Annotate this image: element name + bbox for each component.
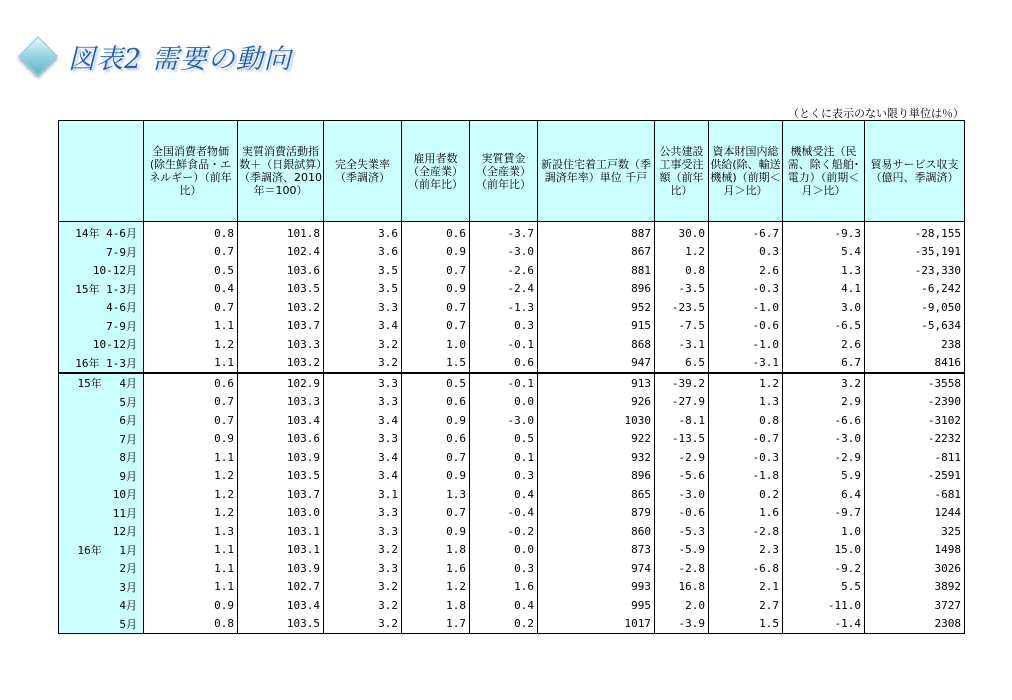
row-label: 7月 — [59, 430, 144, 449]
table-cell: 0.7 — [144, 411, 238, 430]
table-cell: 5.9 — [783, 467, 865, 486]
table-cell: 103.7 — [238, 317, 324, 336]
table-cell: 103.3 — [238, 393, 324, 412]
table-cell: 0.8 — [144, 615, 238, 634]
table-cell: 103.4 — [238, 411, 324, 430]
table-cell: -3.0 — [470, 243, 538, 262]
row-label: 16年 1月 — [59, 541, 144, 560]
table-cell: 3.3 — [324, 298, 402, 317]
table-cell: -0.3 — [709, 280, 783, 299]
row-label: 10月 — [59, 485, 144, 504]
table-cell: 0.9 — [402, 411, 470, 430]
table-cell: 103.1 — [238, 541, 324, 560]
table-cell: -1.4 — [783, 615, 865, 634]
table-cell: 3026 — [865, 559, 965, 578]
table-row — [59, 485, 965, 504]
table-cell: 103.3 — [238, 335, 324, 354]
table-cell: -3.1 — [655, 335, 709, 354]
table-cell: 0.8 — [709, 411, 783, 430]
table-cell: -3558 — [865, 373, 965, 393]
table-cell: -2.8 — [709, 522, 783, 541]
table-cell: 2.0 — [655, 596, 709, 615]
table-cell: 974 — [538, 559, 655, 578]
table-cell: 0.7 — [402, 448, 470, 467]
table-cell: 926 — [538, 393, 655, 412]
table-cell: -681 — [865, 485, 965, 504]
table-cell: 103.9 — [238, 448, 324, 467]
diamond-icon — [18, 36, 58, 76]
table-row — [59, 373, 965, 393]
table-cell: 0.9 — [402, 522, 470, 541]
table-cell: 1.0 — [783, 522, 865, 541]
table-cell: 2.7 — [709, 596, 783, 615]
table-cell: 0.5 — [144, 261, 238, 280]
table-cell: 103.1 — [238, 522, 324, 541]
table-cell: 1.2 — [402, 578, 470, 597]
table-cell: -6.7 — [709, 222, 783, 243]
table-cell: -2591 — [865, 467, 965, 486]
table-cell: 2.6 — [709, 261, 783, 280]
table-row — [59, 411, 965, 430]
table-row — [59, 615, 965, 634]
table-cell: 30.0 — [655, 222, 709, 243]
table-cell: 0.6 — [470, 354, 538, 374]
table-cell: -5.3 — [655, 522, 709, 541]
table-cell: 0.4 — [144, 280, 238, 299]
table-cell: 2.3 — [709, 541, 783, 560]
table-cell: 1.6 — [470, 578, 538, 597]
table-cell: 103.7 — [238, 485, 324, 504]
table-cell: 2.1 — [709, 578, 783, 597]
table-cell: 1.6 — [709, 504, 783, 523]
table-cell: 1.1 — [144, 541, 238, 560]
table-cell: 1.8 — [402, 541, 470, 560]
table-row — [59, 393, 965, 412]
title-area — [20, 36, 292, 76]
table-row — [59, 559, 965, 578]
row-label: 4-6月 — [59, 298, 144, 317]
table-row — [59, 317, 965, 336]
table-cell: 0.7 — [402, 317, 470, 336]
column-header: 公共建設工事受注額（前年比） — [655, 121, 709, 222]
table-cell: 1030 — [538, 411, 655, 430]
table-cell: -5.9 — [655, 541, 709, 560]
table-cell: 1.6 — [402, 559, 470, 578]
column-header: 実質賃金（全産業）（前年比） — [470, 121, 538, 222]
table-cell: 3.3 — [324, 430, 402, 449]
table-row — [59, 541, 965, 560]
table-cell: 1.2 — [144, 485, 238, 504]
column-header: 機械受注（民需、除く船舶･電力）（前期＜月＞比） — [783, 121, 865, 222]
table-cell: 0.9 — [144, 430, 238, 449]
table-cell: 1.7 — [402, 615, 470, 634]
table-cell: 103.6 — [238, 430, 324, 449]
table-cell: 8416 — [865, 354, 965, 374]
table-cell: 3.4 — [324, 467, 402, 486]
table-cell: 103.2 — [238, 354, 324, 374]
table-cell: 0.1 — [470, 448, 538, 467]
table-cell: 3.2 — [324, 615, 402, 634]
table-cell: -3.1 — [709, 354, 783, 374]
table-cell: 103.5 — [238, 280, 324, 299]
row-label: 3月 — [59, 578, 144, 597]
row-label: 14年 4-6月 — [59, 222, 144, 243]
table-cell: -6.6 — [783, 411, 865, 430]
table-cell: 1.3 — [783, 261, 865, 280]
table-cell: 0.0 — [470, 393, 538, 412]
table-cell: 3.1 — [324, 485, 402, 504]
row-label: 15年 4月 — [59, 373, 144, 393]
table-cell: -13.5 — [655, 430, 709, 449]
table-cell: 3.2 — [324, 335, 402, 354]
table-cell: 0.2 — [709, 485, 783, 504]
table-cell: 1498 — [865, 541, 965, 560]
row-label: 4月 — [59, 596, 144, 615]
column-header: 実質消費活動指数＋（日銀試算）（季調済、2010年＝100） — [238, 121, 324, 222]
table-row — [59, 280, 965, 299]
column-header: 貿易サービス収支（億円、季調済） — [865, 121, 965, 222]
row-label: 6月 — [59, 411, 144, 430]
table-cell: 0.3 — [470, 559, 538, 578]
table-cell: -11.0 — [783, 596, 865, 615]
table-cell: 325 — [865, 522, 965, 541]
table-cell: 0.7 — [402, 261, 470, 280]
table-cell: 2308 — [865, 615, 965, 634]
table-cell: -9.3 — [783, 222, 865, 243]
table-cell: 1.2 — [655, 243, 709, 262]
table-cell: -9.2 — [783, 559, 865, 578]
table-cell: 0.6 — [402, 222, 470, 243]
table-cell: 1.1 — [144, 559, 238, 578]
table-cell: 952 — [538, 298, 655, 317]
table-cell: 1.1 — [144, 448, 238, 467]
page-title: 図表2 需要の動向 — [68, 43, 292, 75]
table-cell: 238 — [865, 335, 965, 354]
unit-note: （とくに表示のない限り単位は％） — [788, 107, 964, 120]
column-header: 全国消費者物価(除生鮮食品・エネルギー）（前年比） — [144, 121, 238, 222]
table-cell: 103.0 — [238, 504, 324, 523]
table-row — [59, 448, 965, 467]
table-cell: 3.5 — [324, 280, 402, 299]
row-label: 16年 1-3月 — [59, 354, 144, 374]
table-cell: -3.0 — [783, 430, 865, 449]
table-row — [59, 298, 965, 317]
table-cell: 873 — [538, 541, 655, 560]
table-cell: 913 — [538, 373, 655, 393]
table-row — [59, 354, 965, 374]
table-cell: -2390 — [865, 393, 965, 412]
table-cell: 0.7 — [402, 504, 470, 523]
table-cell: -3.7 — [470, 222, 538, 243]
table-cell: 102.9 — [238, 373, 324, 393]
row-label: 12月 — [59, 522, 144, 541]
table-cell: 0.9 — [402, 243, 470, 262]
table-cell: -0.3 — [709, 448, 783, 467]
table-cell: 993 — [538, 578, 655, 597]
table-cell: 2.6 — [783, 335, 865, 354]
table-cell: 3.6 — [324, 243, 402, 262]
table-cell: 103.6 — [238, 261, 324, 280]
table-cell: -6.5 — [783, 317, 865, 336]
table-cell: 881 — [538, 261, 655, 280]
table-cell: -39.2 — [655, 373, 709, 393]
table-cell: 3.2 — [324, 578, 402, 597]
table-row — [59, 430, 965, 449]
table-cell: 103.4 — [238, 596, 324, 615]
table-cell: 1.1 — [144, 354, 238, 374]
table-cell: 1017 — [538, 615, 655, 634]
row-label: 7-9月 — [59, 243, 144, 262]
table-cell: 3.2 — [324, 354, 402, 374]
table-cell: -3102 — [865, 411, 965, 430]
table-cell: 3.6 — [324, 222, 402, 243]
table-cell: 1.2 — [144, 504, 238, 523]
table-cell: 0.3 — [709, 243, 783, 262]
table-cell: -1.3 — [470, 298, 538, 317]
table-cell: 3.3 — [324, 559, 402, 578]
table-cell: 0.3 — [470, 317, 538, 336]
table-cell: 0.4 — [470, 485, 538, 504]
table-cell: 1.3 — [402, 485, 470, 504]
header-row — [59, 121, 965, 222]
table-cell: 0.9 — [402, 467, 470, 486]
table-cell: -2.9 — [655, 448, 709, 467]
table-cell: 0.8 — [655, 261, 709, 280]
table-cell: -1.0 — [709, 298, 783, 317]
table-cell: -9.7 — [783, 504, 865, 523]
table-cell: 3.3 — [324, 522, 402, 541]
table-cell: 860 — [538, 522, 655, 541]
table-cell: 0.9 — [402, 280, 470, 299]
table-cell: 1.2 — [144, 467, 238, 486]
table-cell: 0.7 — [402, 298, 470, 317]
table-cell: -27.9 — [655, 393, 709, 412]
table-cell: 3.3 — [324, 393, 402, 412]
column-header — [59, 121, 144, 222]
row-label: 15年 1-3月 — [59, 280, 144, 299]
table-cell: -23,330 — [865, 261, 965, 280]
table-row — [59, 596, 965, 615]
table-cell: -28,155 — [865, 222, 965, 243]
table-cell: 3.3 — [324, 373, 402, 393]
row-label: 7-9月 — [59, 317, 144, 336]
table-cell: -0.6 — [709, 317, 783, 336]
table-cell: 4.1 — [783, 280, 865, 299]
table-cell: 1244 — [865, 504, 965, 523]
table-cell: 103.9 — [238, 559, 324, 578]
table-cell: 865 — [538, 485, 655, 504]
table-cell: -1.8 — [709, 467, 783, 486]
table-cell: 1.8 — [402, 596, 470, 615]
table-cell: 5.4 — [783, 243, 865, 262]
table-cell: -0.2 — [470, 522, 538, 541]
table-cell: -3.0 — [470, 411, 538, 430]
table-cell: -3.5 — [655, 280, 709, 299]
table-row — [59, 335, 965, 354]
table-cell: -0.1 — [470, 373, 538, 393]
table-cell: 6.7 — [783, 354, 865, 374]
table-cell: -23.5 — [655, 298, 709, 317]
table-cell: -2.6 — [470, 261, 538, 280]
column-header: 雇用者数（全産業）（前年比） — [402, 121, 470, 222]
table-cell: 932 — [538, 448, 655, 467]
table-cell: 103.5 — [238, 615, 324, 634]
table-cell: 1.1 — [144, 317, 238, 336]
row-label: 9月 — [59, 467, 144, 486]
table-cell: 1.3 — [144, 522, 238, 541]
table-cell: 3892 — [865, 578, 965, 597]
table-cell: -7.5 — [655, 317, 709, 336]
table-cell: 867 — [538, 243, 655, 262]
table-cell: 15.0 — [783, 541, 865, 560]
table-cell: 896 — [538, 280, 655, 299]
table-cell: 6.4 — [783, 485, 865, 504]
table-cell: 0.5 — [470, 430, 538, 449]
table-cell: 1.0 — [402, 335, 470, 354]
table-cell: -811 — [865, 448, 965, 467]
table-cell: 3.2 — [783, 373, 865, 393]
table-cell: 0.6 — [144, 373, 238, 393]
table-cell: 0.6 — [402, 393, 470, 412]
row-label: 8月 — [59, 448, 144, 467]
table-row — [59, 504, 965, 523]
table-cell: -1.0 — [709, 335, 783, 354]
table-cell: 0.6 — [402, 430, 470, 449]
table-cell: 2.9 — [783, 393, 865, 412]
table-cell: 5.5 — [783, 578, 865, 597]
table-cell: 103.5 — [238, 467, 324, 486]
table-cell: -2.9 — [783, 448, 865, 467]
table-cell: 1.1 — [144, 578, 238, 597]
table-cell: 102.4 — [238, 243, 324, 262]
table-row — [59, 243, 965, 262]
table-cell: 922 — [538, 430, 655, 449]
column-header: 完全失業率（季調済） — [324, 121, 402, 222]
row-label: 11月 — [59, 504, 144, 523]
table-cell: 915 — [538, 317, 655, 336]
table-cell: 1.3 — [709, 393, 783, 412]
table-cell: 0.3 — [470, 467, 538, 486]
table-cell: -2.4 — [470, 280, 538, 299]
column-header: 新設住宅着工戸数（季調済年率）単位 千戸 — [538, 121, 655, 222]
table-cell: -0.1 — [470, 335, 538, 354]
table-cell: 995 — [538, 596, 655, 615]
row-label: 5月 — [59, 615, 144, 634]
table-cell: 1.5 — [709, 615, 783, 634]
table-cell: 6.5 — [655, 354, 709, 374]
table-cell: -35,191 — [865, 243, 965, 262]
column-header: 資本財国内総供給(除、輸送機械)（前期＜月＞比） — [709, 121, 783, 222]
table-cell: 0.4 — [470, 596, 538, 615]
table-cell: -2.8 — [655, 559, 709, 578]
table-row — [59, 222, 965, 243]
table-row — [59, 522, 965, 541]
table-cell: -8.1 — [655, 411, 709, 430]
table-body — [59, 222, 965, 634]
table-cell: 3.4 — [324, 448, 402, 467]
row-label: 5月 — [59, 393, 144, 412]
table-cell: 102.7 — [238, 578, 324, 597]
table-cell: -6.8 — [709, 559, 783, 578]
table-cell: 3.4 — [324, 317, 402, 336]
table-cell: 879 — [538, 504, 655, 523]
table-cell: 3.3 — [324, 504, 402, 523]
table-row — [59, 261, 965, 280]
row-label: 10-12月 — [59, 261, 144, 280]
table-cell: -3.0 — [655, 485, 709, 504]
table-cell: -5,634 — [865, 317, 965, 336]
table-cell: 868 — [538, 335, 655, 354]
table-cell: 1.2 — [709, 373, 783, 393]
table-cell: 0.2 — [470, 615, 538, 634]
table-cell: 0.7 — [144, 393, 238, 412]
table-row — [59, 578, 965, 597]
table-cell: -5.6 — [655, 467, 709, 486]
table-cell: 3.0 — [783, 298, 865, 317]
table-cell: 101.8 — [238, 222, 324, 243]
table-cell: 896 — [538, 467, 655, 486]
table-cell: -9,050 — [865, 298, 965, 317]
table-cell: 0.7 — [144, 243, 238, 262]
table-cell: 3.2 — [324, 596, 402, 615]
table-cell: 0.8 — [144, 222, 238, 243]
table-cell: 0.7 — [144, 298, 238, 317]
table-cell: 103.2 — [238, 298, 324, 317]
table-cell: 16.8 — [655, 578, 709, 597]
table-cell: 3.2 — [324, 541, 402, 560]
table-cell: 3.4 — [324, 411, 402, 430]
table-cell: -0.7 — [709, 430, 783, 449]
table-row — [59, 467, 965, 486]
table-cell: -6,242 — [865, 280, 965, 299]
table-cell: 1.5 — [402, 354, 470, 374]
table-cell: -2232 — [865, 430, 965, 449]
table-cell: 3727 — [865, 596, 965, 615]
demand-table — [58, 120, 965, 634]
table-cell: 0.5 — [402, 373, 470, 393]
table-cell: 3.5 — [324, 261, 402, 280]
table-cell: -3.9 — [655, 615, 709, 634]
table-cell: 1.2 — [144, 335, 238, 354]
table-cell: 887 — [538, 222, 655, 243]
table-cell: -0.4 — [470, 504, 538, 523]
table-cell: 0.0 — [470, 541, 538, 560]
row-label: 2月 — [59, 559, 144, 578]
table-cell: -0.6 — [655, 504, 709, 523]
table-cell: 0.9 — [144, 596, 238, 615]
row-label: 10-12月 — [59, 335, 144, 354]
table-cell: 947 — [538, 354, 655, 374]
